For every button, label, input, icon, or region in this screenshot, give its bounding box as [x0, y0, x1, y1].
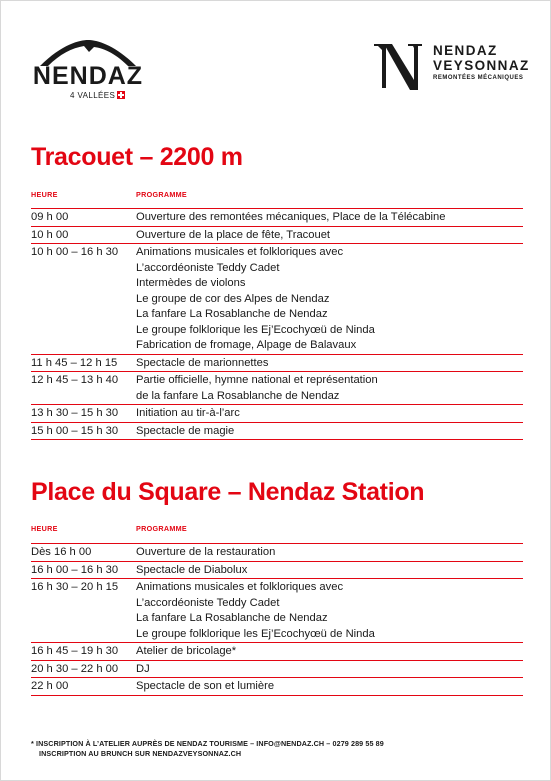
programme-line: L’accordéoniste Teddy Cadet — [136, 596, 280, 609]
programme-line: DJ — [136, 662, 150, 675]
programme-cell — [136, 245, 523, 354]
programme-line: Ouverture des remontées mécaniques, Place de la Télécabine — [136, 211, 446, 223]
footnote-line-2: INSCRIPTION AU BRUNCH SUR NENDAZVEYSONNAZ.CH — [39, 749, 242, 758]
time-cell: 10 h 00 – 16 h 30 — [31, 246, 119, 258]
programme-cell — [136, 210, 523, 226]
programme-cell — [136, 580, 523, 642]
programme-line: Le groupe folklorique les Ej’Ecochyœü de Ninda — [136, 323, 375, 336]
table-row — [31, 226, 523, 244]
table-row — [31, 243, 523, 354]
table-row — [31, 354, 523, 372]
table-row — [31, 561, 523, 579]
programme-line: Spectacle de magie — [136, 424, 235, 437]
table-row — [31, 543, 523, 561]
n-monogram-icon — [372, 40, 424, 94]
programme-line: Le groupe de cor des Alpes de Nendaz — [136, 292, 330, 305]
programme-line: L’accordéoniste Teddy Cadet — [136, 261, 280, 274]
programme-line: Spectacle de Diabolux — [136, 563, 248, 576]
schedule-table — [31, 208, 523, 440]
nv-line-1: NENDAZ — [433, 43, 498, 58]
programme-cell — [136, 356, 523, 372]
nv-line-3: REMONTÉES MÉCANIQUES — [433, 75, 524, 81]
programme-cell — [136, 662, 523, 678]
programme-line: Ouverture de la restauration — [136, 546, 276, 558]
table-row — [31, 422, 523, 440]
nendaz-veysonnaz-logo — [372, 40, 532, 94]
time-cell: 16 h 45 – 19 h 30 — [31, 645, 119, 657]
programme-line: Animations musicales et folkloriques avec — [136, 246, 344, 258]
column-heading-programme: PROGRAMME — [136, 190, 188, 199]
programme-line: Fabrication de fromage, Alpage de Balavaux — [136, 339, 357, 351]
section-tracouet — [31, 142, 523, 437]
table-row — [31, 677, 523, 695]
table-row — [31, 660, 523, 678]
column-heading-programme: PROGRAMME — [136, 524, 188, 533]
programme-line: Partie officielle, hymne national et représentation — [136, 374, 378, 386]
time-cell: 16 h 30 – 20 h 15 — [31, 581, 119, 593]
footnote — [31, 739, 384, 759]
programme-cell — [136, 644, 523, 660]
schedule-table — [31, 543, 523, 696]
time-cell: Dès 16 h 00 — [31, 546, 92, 558]
time-cell: 13 h 30 – 15 h 30 — [31, 407, 119, 419]
programme-line: Ouverture de la place de fête, Tracouet — [136, 228, 331, 241]
programme-line: de la fanfare La Rosablanche de Nendaz — [136, 389, 340, 402]
section-place-du-square — [31, 477, 523, 692]
time-cell: 12 h 45 – 13 h 40 — [31, 374, 119, 386]
programme-line: Le groupe folklorique les Ej’Ecochyœü de Ninda — [136, 627, 375, 640]
nendaz-logo — [32, 38, 144, 100]
time-cell: 20 h 30 – 22 h 00 — [31, 662, 119, 675]
programme-line: Atelier de bricolage* — [136, 645, 237, 657]
programme-line: Spectacle de marionnettes — [136, 356, 269, 369]
programme-cell — [136, 406, 523, 422]
section-title: Place du Square – Nendaz Station — [31, 478, 425, 506]
nendaz-sub-text: 4 VALLÉES — [70, 91, 116, 100]
programme-line: Intermèdes de violons — [136, 277, 246, 289]
table-row — [31, 578, 523, 642]
section-title: Tracouet – 2200 m — [31, 143, 243, 171]
column-heading-time: HEURE — [31, 524, 58, 533]
time-cell: 22 h 00 — [31, 680, 69, 692]
programme-cell — [136, 424, 523, 440]
time-cell: 15 h 00 – 15 h 30 — [31, 424, 119, 437]
nv-line-2: VEYSONNAZ — [433, 58, 530, 73]
programme-cell — [136, 228, 523, 244]
programme-cell — [136, 545, 523, 561]
table-end-rule — [31, 439, 523, 440]
table-row — [31, 642, 523, 660]
table-row — [31, 371, 523, 404]
time-cell: 16 h 00 – 16 h 30 — [31, 563, 119, 576]
time-cell: 11 h 45 – 12 h 15 — [31, 356, 118, 369]
programme-line: La fanfare La Rosablanche de Nendaz — [136, 308, 328, 320]
nendaz-wordmark: NENDAZ — [32, 62, 144, 90]
time-cell: 10 h 00 — [31, 228, 69, 241]
programme-line: La fanfare La Rosablanche de Nendaz — [136, 612, 328, 624]
table-row — [31, 208, 523, 226]
table-row — [31, 404, 523, 422]
footnote-line-1: * INSCRIPTION À L’ATELIER AUPRÈS DE NENDAZ TOURISME – INFO@NENDAZ.CH – 0279 289 55 89 — [31, 739, 384, 748]
column-heading-time: HEURE — [31, 190, 58, 199]
programme-line: Animations musicales et folkloriques avec — [136, 581, 344, 593]
nendaz-subline — [70, 91, 125, 100]
programme-line: Spectacle de son et lumière — [136, 680, 275, 692]
table-end-rule — [31, 695, 523, 696]
programme-cell — [136, 373, 523, 404]
time-cell: 09 h 00 — [31, 211, 69, 223]
programme-line: Initiation au tir-à-l’arc — [136, 407, 240, 419]
swiss-cross-icon — [117, 91, 125, 99]
programme-cell — [136, 679, 523, 695]
programme-cell — [136, 563, 523, 579]
